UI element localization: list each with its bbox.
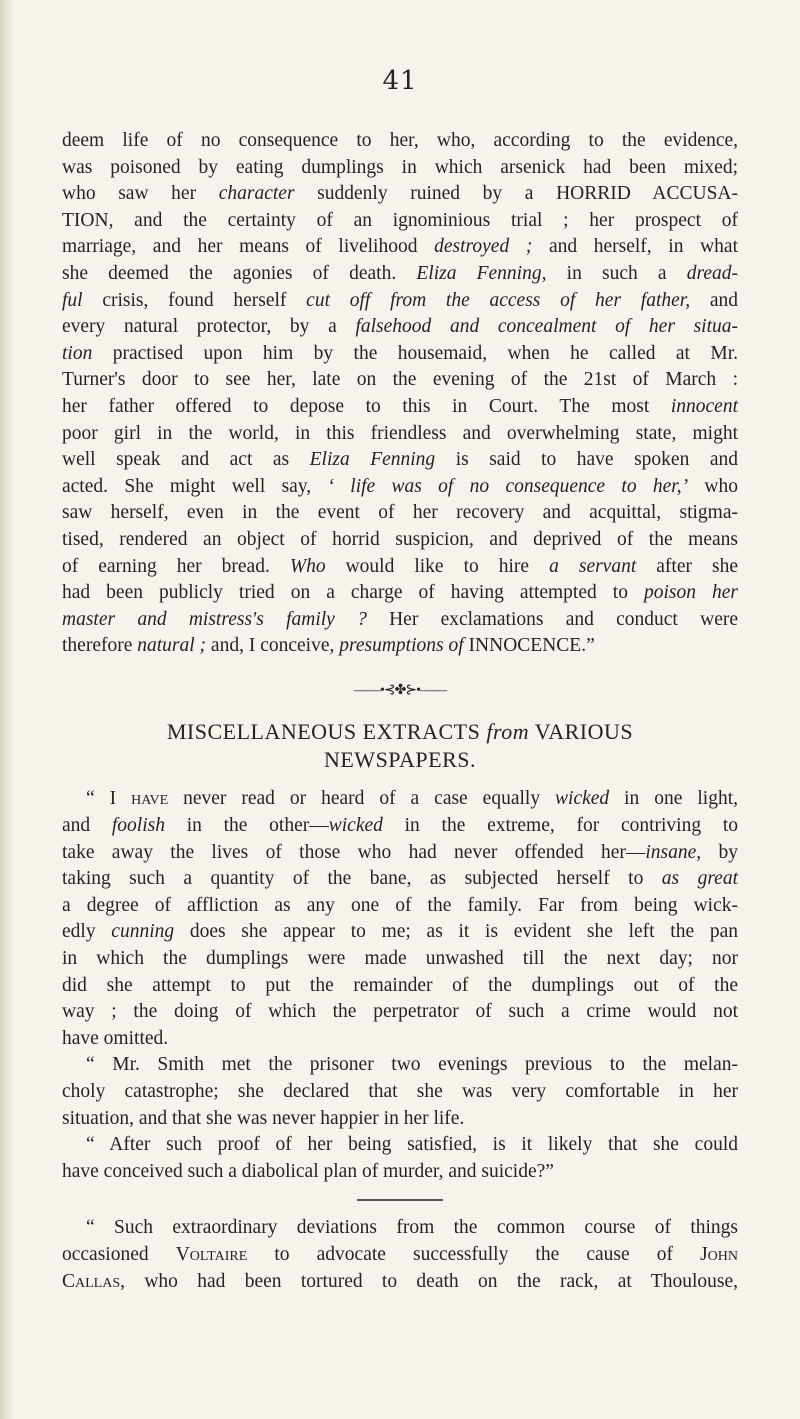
text-line: of earning her bread. Who would like to hire a servant after she bbox=[62, 555, 738, 577]
section-divider bbox=[357, 1199, 443, 1201]
text-line: had been publicly tried on a charge of having attempted to poison her bbox=[62, 582, 738, 604]
text-line: marriage, and her means of livelihood destroyed ; and herself, in what bbox=[62, 236, 738, 258]
text-line: edly cunning does she appear to me; as it is evident she left the pan bbox=[62, 921, 738, 943]
text-line: ful crisis, found herself cut off from the access of her father, and bbox=[62, 289, 738, 311]
passage-fenning-defence bbox=[62, 128, 738, 660]
text-line: way ; the doing of which the perpetrator of such a crime would not bbox=[62, 1001, 738, 1023]
text-line: saw herself, even in the event of her recovery and acquittal, stigma- bbox=[62, 502, 738, 524]
heading-line: MISCELLANEOUS EXTRACTS from VARIOUS bbox=[166, 719, 634, 745]
text-line: “ Such extraordinary deviations from the common course of things bbox=[86, 1217, 738, 1239]
passage-newspaper-extract bbox=[62, 786, 738, 1185]
page-body bbox=[62, 128, 738, 1295]
text-line: take away the lives of those who had never offended her—insane, by bbox=[62, 841, 739, 863]
text-line: “ I have never read or heard of a case equally wicked in one light, bbox=[86, 788, 738, 810]
text-line: choly catastrophe; she declared that she was very comfortable in her bbox=[62, 1081, 738, 1102]
page-binding-edge bbox=[0, 0, 14, 1419]
text-line: “ Mr. Smith met the prisoner two evenings previous to the melan- bbox=[86, 1054, 738, 1076]
text-line: deem life of no consequence to her, who, according to the evidence, bbox=[62, 130, 738, 151]
text-line: in which the dumplings were made unwashed till the next day; nor bbox=[62, 948, 738, 970]
text-line: who saw her character suddenly ruined by a HORRID ACCUSA- bbox=[62, 183, 738, 205]
text-line: therefore natural ; and, I conceive, presumptions of INNOCENCE.” bbox=[62, 635, 595, 657]
text-line: did she attempt to put the remainder of the dumplings out of the bbox=[62, 974, 738, 996]
text-line: a degree of affliction as any one of the family. Far from being wick- bbox=[62, 894, 738, 916]
heading-line: NEWSPAPERS. bbox=[323, 747, 476, 773]
text-line: taking such a quantity of the bane, as subjected herself to as great bbox=[62, 868, 739, 890]
section-ornament: ——•⊰✤⊱•—— bbox=[354, 682, 446, 698]
text-line: well speak and act as Eliza Fenning is said to have spoken and bbox=[62, 449, 738, 471]
text-line: tised, rendered an object of horrid suspicion, and deprived of the means bbox=[62, 528, 738, 550]
text-line: tion practised upon him by the housemaid, when he called at Mr. bbox=[62, 342, 738, 364]
text-line: acted. She might well say, ‘ life was of no consequence to her,’ who bbox=[62, 475, 738, 497]
text-line: poor girl in the world, in this friendless and overwhelming state, might bbox=[62, 422, 738, 444]
text-line: occasioned Voltaire to advocate successfully the cause of John bbox=[62, 1243, 738, 1265]
passage-voltaire bbox=[62, 1215, 738, 1295]
text-line: Callas, who had been tortured to death on the rack, at Thoulouse, bbox=[62, 1270, 738, 1292]
text-line: TION, and the certainty of an ignominious trial ; her prospect of bbox=[62, 209, 738, 231]
text-line: and foolish in the other—wicked in the extreme, for contriving to bbox=[62, 815, 739, 837]
text-line: she deemed the agonies of death. Eliza Fenning, in such a dread- bbox=[62, 262, 738, 284]
text-line: her father offered to depose to this in Court. The most innocent bbox=[62, 395, 738, 417]
text-line: every natural protector, by a falsehood and concealment of her situa- bbox=[62, 316, 738, 338]
text-line: was poisoned by eating dumplings in which arsenick had been mixed; bbox=[62, 156, 738, 178]
text-line: “ After such proof of her being satisfied, is it likely that she could bbox=[86, 1134, 738, 1156]
text-line: have omitted. bbox=[62, 1027, 169, 1049]
page-number: 41 bbox=[382, 66, 418, 96]
text-line: situation, and that she was never happier in her life. bbox=[62, 1107, 465, 1129]
text-line: have conceived such a diabolical plan of murder, and suicide?” bbox=[62, 1160, 554, 1182]
section-heading bbox=[62, 718, 738, 774]
text-line: master and mistress's family ? Her exclamations and conduct were bbox=[62, 608, 738, 630]
text-line: Turner's door to see her, late on the evening of the 21st of March : bbox=[62, 369, 738, 391]
